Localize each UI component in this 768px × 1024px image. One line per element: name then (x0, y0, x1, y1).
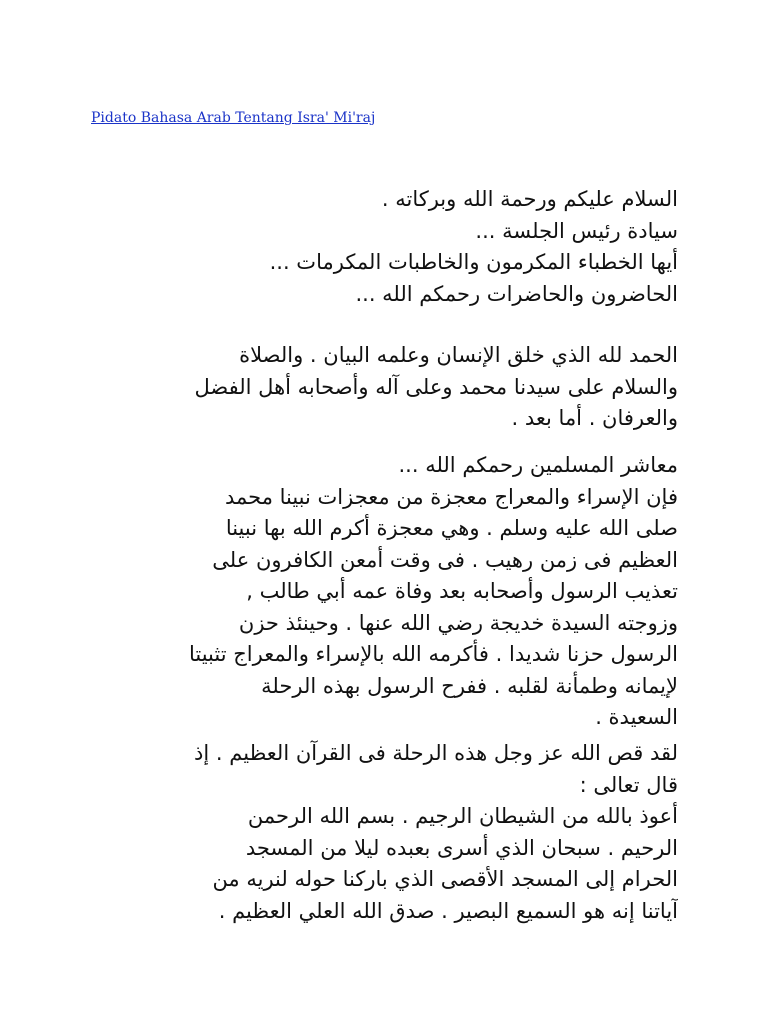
greeting-line: السلام عليكم ورحمة الله وبركاته . (381, 187, 678, 211)
qasas-line: الحرام إلى المسجد الأقصى الذي باركنا حوله لنريه من (212, 867, 678, 891)
qasas-line: أعوذ بالله من الشيطان الرجيم . بسم الله الرحمن (247, 804, 678, 828)
qasas-paragraph (88, 738, 678, 927)
maasyir-line: السعيدة . (595, 705, 678, 729)
greeting-paragraph (88, 184, 678, 310)
hamd-paragraph (88, 340, 678, 435)
qasas-line: آياتنا إنه هو السميع البصير . صدق الله العلي العظيم . (218, 898, 678, 923)
maasyir-line: الرسول حزنا شديدا . فأكرمه الله بالإسراء والمعراج تثبيتا (188, 642, 678, 666)
document-title-link[interactable]: Pidato Bahasa Arab Tentang Isra' Mi'raj (91, 110, 376, 126)
hamd-line: الحمد لله الذي خلق الإنسان وعلمه البيان . والصلاة (239, 343, 678, 367)
maasyir-line: صلى الله عليه وسلم . وهي معجزة أكرم الله بها نبينا (225, 516, 678, 540)
hamd-line: والسلام على سيدنا محمد وعلى آله وأصحابه أهل الفضل (194, 374, 678, 399)
maasyir-paragraph (88, 450, 678, 734)
maasyir-line: وزوجته السيدة خديجة رضي الله عنها . وحينئذ حزن (238, 610, 678, 635)
maasyir-line: لإيمانه وطمأنة لقلبه . ففرح الرسول بهذه الرحلة (261, 673, 678, 698)
maasyir-line: فإن الإسراء والمعراج معجزة من معجزات نبينا محمد (224, 484, 678, 509)
greeting-line: أيها الخطباء المكرمون والخاطبات المكرمات ... (269, 250, 678, 274)
hamd-line: والعرفان . أما بعد . (511, 406, 678, 430)
qasas-line: الرحيم . سبحان الذي أسرى بعبده ليلا من المسجد (245, 835, 678, 860)
maasyir-line: تعذيب الرسول وأصحابه بعد وفاة عمه أبي طالب , (246, 579, 678, 603)
maasyir-line: معاشر المسلمين رحمكم الله ... (398, 453, 678, 477)
qasas-line: لقد قص الله عز وجل هذه الرحلة فى القرآن العظيم . إذ (194, 741, 678, 765)
qasas-line: قال تعالى : (579, 772, 678, 797)
greeting-line: سيادة رئيس الجلسة ... (475, 218, 678, 243)
greeting-line: الحاضرون والحاضرات رحمكم الله ... (355, 281, 678, 306)
maasyir-line: العظيم فى زمن رهيب . فى وقت أمعن الكافرون على (212, 547, 678, 572)
